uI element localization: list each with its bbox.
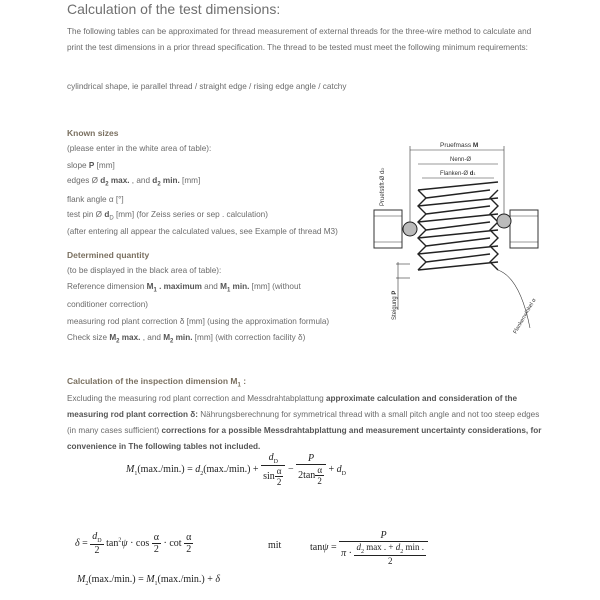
- intro-paragraph: The following tables can be approximated for thread measurement of external threads for the three-wire method to calculate and print the test dimensions in a prior thread specification. The thread to be tested must meet the following minimum requirements:: [67, 27, 532, 52]
- left-anvil: [374, 210, 402, 248]
- slope-line: slope P [mm]: [67, 161, 115, 170]
- formula-m1: $M_1(\max./\min.) = d_2(\max./\min.)$ + $d_D$ sin $\frac{\alpha}{2}$ − P 2tan $\frac{\alpha}{2}$ + $d_D$: [126, 452, 347, 487]
- flank-angle-line: flank angle α [°]: [67, 195, 124, 204]
- check-size-line: Check size $M_2$ max. , and $M_2$ min. [mm] (with correction facility δ): [67, 333, 306, 345]
- formula-m2: $M_2(\max./\min.) = M_1(\max./\min.) + \delta$: [77, 574, 221, 587]
- svg-text:Flankenwinkel α: Flankenwinkel α: [512, 297, 538, 335]
- determined-note: (to be displayed in the black area of table):: [67, 266, 222, 275]
- formula-delta: δ = $\frac{d_D}{2}$ $\tan^2\psi \cdot \cos$ $\frac{\alpha}{2}$ · cot $\frac{\alpha}{2}$: [75, 531, 192, 556]
- after-entering-line: (after entering all appear the calculated values, see Example of thread M3): [67, 227, 338, 236]
- rod-correction-line: measuring rod plant correction δ [mm] (using the approximation formula): [67, 317, 330, 326]
- right-wire: [497, 214, 511, 228]
- page-title: Calculation of the test dimensions:: [67, 1, 281, 17]
- svg-text:Nenn-Ø: Nenn-Ø: [450, 157, 472, 163]
- determined-heading: Determined quantity: [67, 250, 150, 260]
- formula-tanpsi: tanψ = P π · $\frac{d_2 \max . + d_2 \min .}{2}$: [310, 530, 428, 566]
- test-pin-line: test pin Ø $d_D$ [mm] (for Zeiss series or sep . calculation): [67, 210, 268, 222]
- left-wire: [403, 222, 417, 236]
- conditioner-line: conditioner correction): [67, 300, 149, 309]
- svg-text:Flanken-Ø d1: Flanken-Ø d1: [440, 171, 476, 177]
- svg-text:Pruefmass M: Pruefmass M: [440, 142, 479, 149]
- inspection-paragraph: Excluding the measuring rod plant correction and Messdrahtabplattung approximate calculation and consideration of the measuring rod plant correction δ: Nährungsberechnung for symmetrical thread with a small pitch angle and not too steep edges (in many cases sufficient) corrections for a possible Messdrahtabplattung and measurement uncertainty considerations, for convenience in The following tables not included.: [67, 394, 542, 451]
- known-sizes-note: (please enter in the white area of table):: [67, 144, 212, 153]
- known-sizes-heading: Known sizes: [67, 128, 119, 138]
- right-anvil: [510, 210, 538, 248]
- inspection-heading: Calculation of the inspection dimension $M_1$ :: [67, 376, 247, 389]
- requirements-text: cylindrical shape, ie parallel thread / straight edge / rising edge angle / catchy: [67, 82, 347, 91]
- svg-text:Steigung P: Steigung P: [392, 290, 398, 320]
- thread-profile: [418, 182, 498, 270]
- reference-dimension-line: Reference dimension $M_1$ . maximum and $M_1$ min. [mm] (without: [67, 282, 301, 294]
- edges-line: edges Ø $d_2$ max. , and $d_2$ min. [mm]: [67, 176, 201, 188]
- svg-text:Pruefstift-Ø dD: Pruefstift-Ø dD: [380, 167, 386, 206]
- formula-mit: mit: [268, 540, 282, 551]
- thread-diagram: [370, 128, 550, 348]
